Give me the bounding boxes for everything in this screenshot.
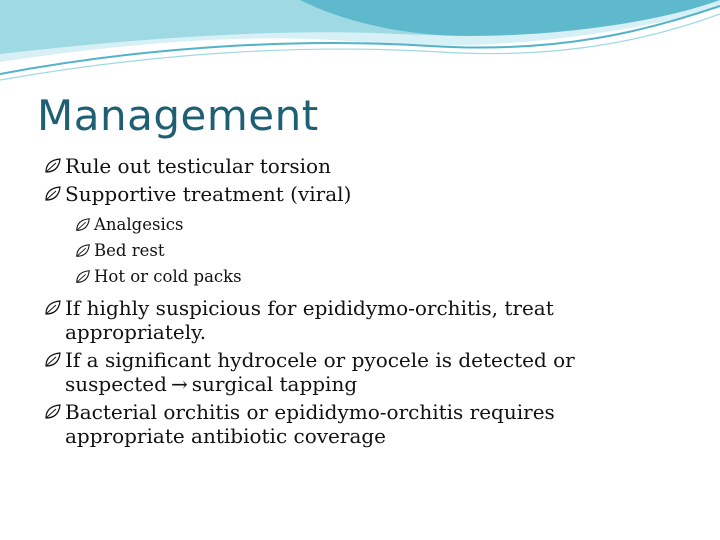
leaf-bullet-icon	[44, 351, 62, 369]
bullet-text: If a significant hydrocele or pyocele is detected or suspected	[65, 348, 575, 396]
leaf-bullet-icon	[44, 185, 62, 203]
sub-bullet-item	[75, 266, 604, 288]
bullet-item	[44, 154, 604, 178]
bullet-text: Rule out testicular torsion	[65, 154, 331, 178]
bullet-item	[44, 400, 604, 448]
bullet-text: If highly suspicious for epididymo-orchitis, treat appropriately.	[65, 296, 554, 344]
leaf-bullet-icon	[75, 217, 91, 233]
sub-bullet-item	[75, 240, 604, 262]
bullet-item	[44, 296, 604, 344]
leaf-bullet-icon	[75, 243, 91, 259]
right-arrow-icon: →	[170, 372, 188, 396]
bullet-item	[44, 182, 604, 206]
bullet-item	[44, 348, 604, 396]
sub-bullet-text: Hot or cold packs	[94, 267, 242, 286]
header-wave-decoration	[0, 0, 720, 90]
bullet-text: Bacterial orchitis or epididymo-orchitis requires appropriate antibiotic coverage	[65, 400, 555, 448]
sub-bullet-text: Analgesics	[94, 215, 184, 234]
leaf-bullet-icon	[75, 269, 91, 285]
bullet-list	[44, 154, 604, 452]
leaf-bullet-icon	[44, 299, 62, 317]
leaf-bullet-icon	[44, 403, 62, 421]
bullet-text: Supportive treatment (viral)	[65, 182, 352, 206]
leaf-bullet-icon	[44, 157, 62, 175]
bullet-text: surgical tapping	[191, 372, 358, 396]
slide-title: Management	[37, 91, 319, 140]
sub-bullet-text: Bed rest	[94, 241, 165, 260]
sub-bullet-item	[75, 214, 604, 236]
